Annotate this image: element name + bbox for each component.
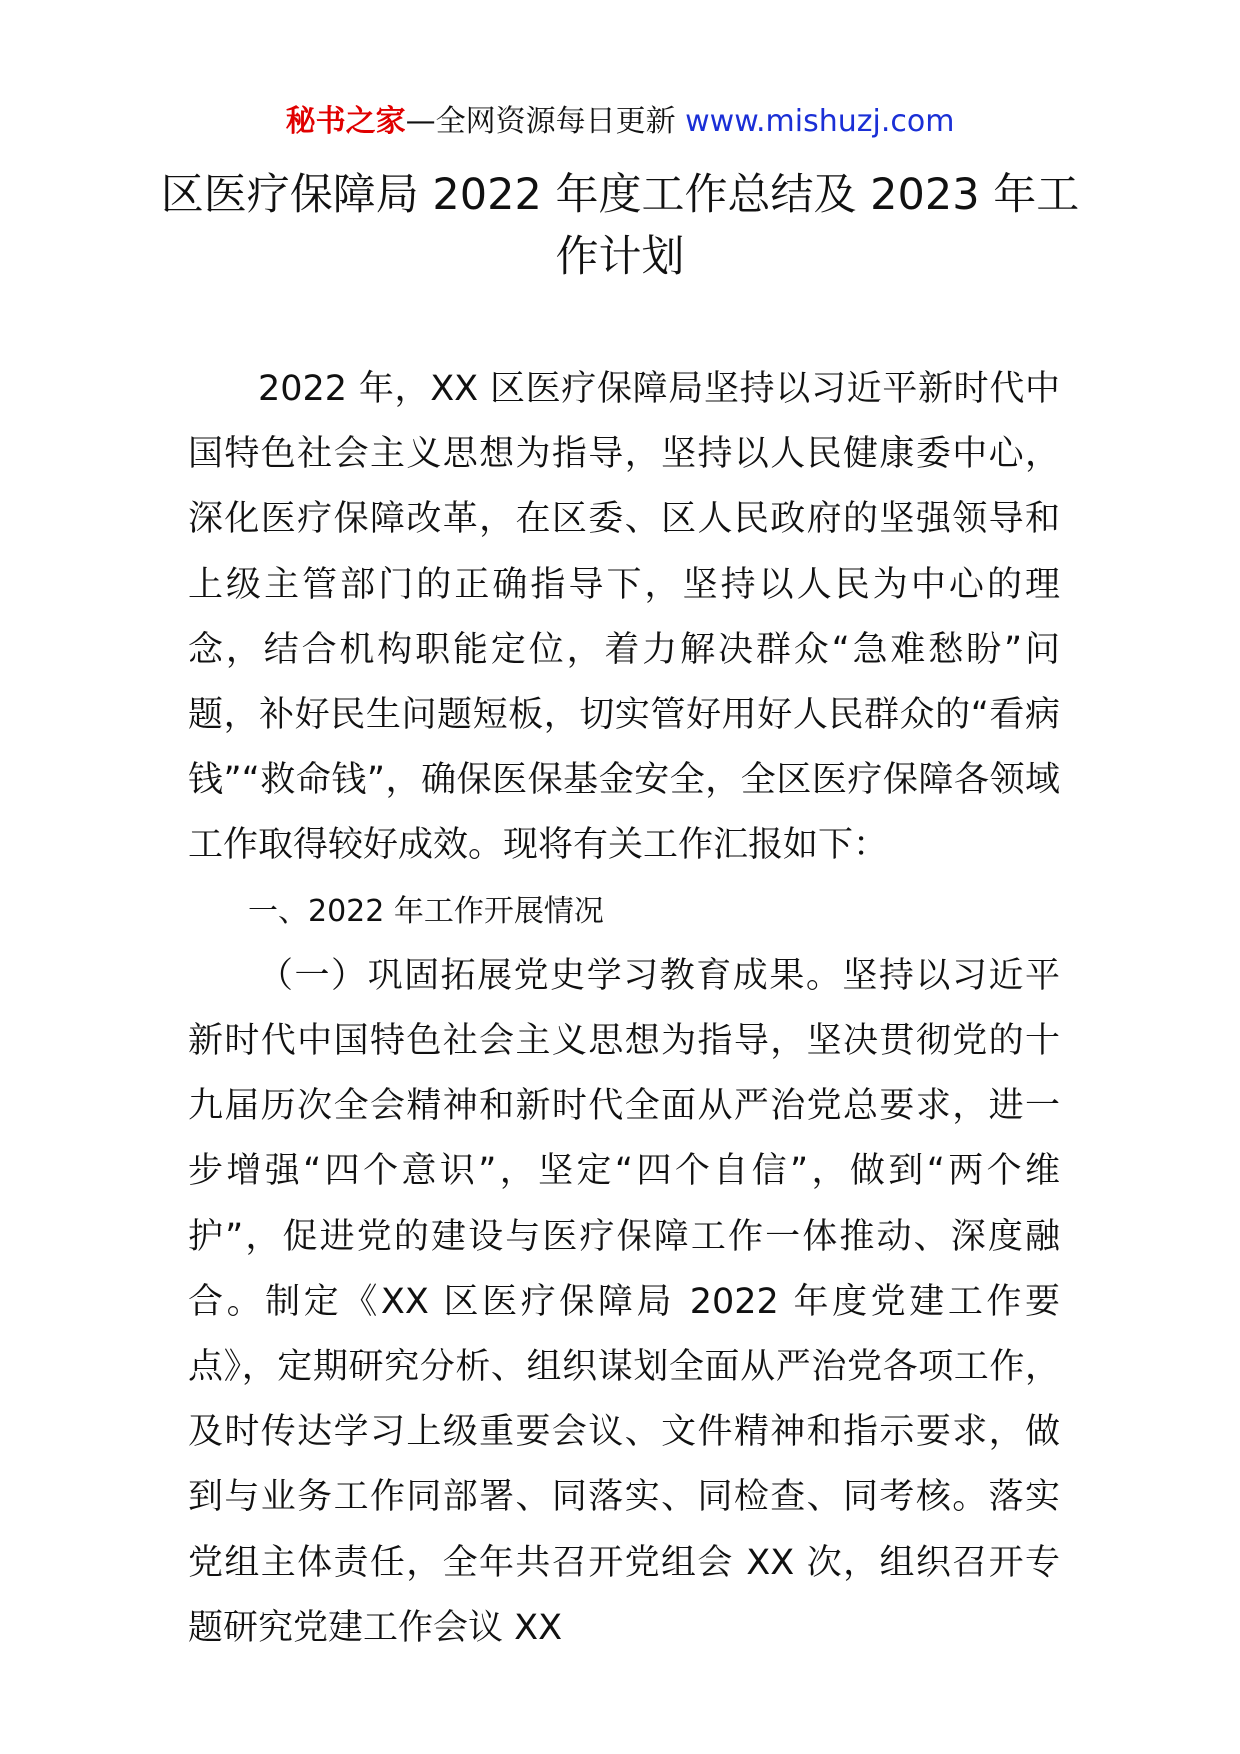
- document-body: [188, 357, 1060, 1661]
- site-name: 秘书之家: [285, 104, 406, 139]
- section-heading: 一、2022 年工作开展情况: [248, 893, 604, 929]
- section-paragraph: （一）巩固拓展党史学习教育成果。坚持以习近平新时代中国特色社会主义思想为指导，坚决贯彻党的十九届历次全会精神和新时代全面从严治党总要求，进一步增强“四个意识”，坚定“四个自信”，做到“两个维护”，促进党的建设与医疗保障工作一体推动、深度融合。制定《XX 区医疗保障局 2022 年度党建工作要点》，定期研究分析、组织谋划全面从严治党各项工作，及时传达学习上级重要会议、文件精神和指示要求，做到与业务工作同部署、同落实、同检查、同考核。落实党组主体责任，全年共召开党组会 XX 次，组织召开专题研究党建工作会议 XX: [188, 955, 1060, 1648]
- site-slogan: —全网资源每日更新: [405, 104, 686, 139]
- site-url-link[interactable]: www.mishuzj.com: [685, 104, 955, 139]
- document-title: 区医疗保障局 2022 年度工作总结及 2023 年工作计划: [160, 170, 1080, 282]
- intro-paragraph: 2022 年，XX 区医疗保障局坚持以习近平新时代中国特色社会主义思想为指导，坚持以人民健康委中心，深化医疗保障改革，在区委、区人民政府的坚强领导和上级主管部门的正确指导下，坚持以人民为中心的理念，结合机构职能定位，着力解决群众“急难愁盼”问题，补好民生问题短板，切实管好用好人民群众的“看病钱”“救命钱”，确保医保基金安全，全区医疗保障各领域工作取得较好成效。现将有关工作汇报如下：: [188, 369, 1060, 866]
- site-header: [0, 100, 1240, 144]
